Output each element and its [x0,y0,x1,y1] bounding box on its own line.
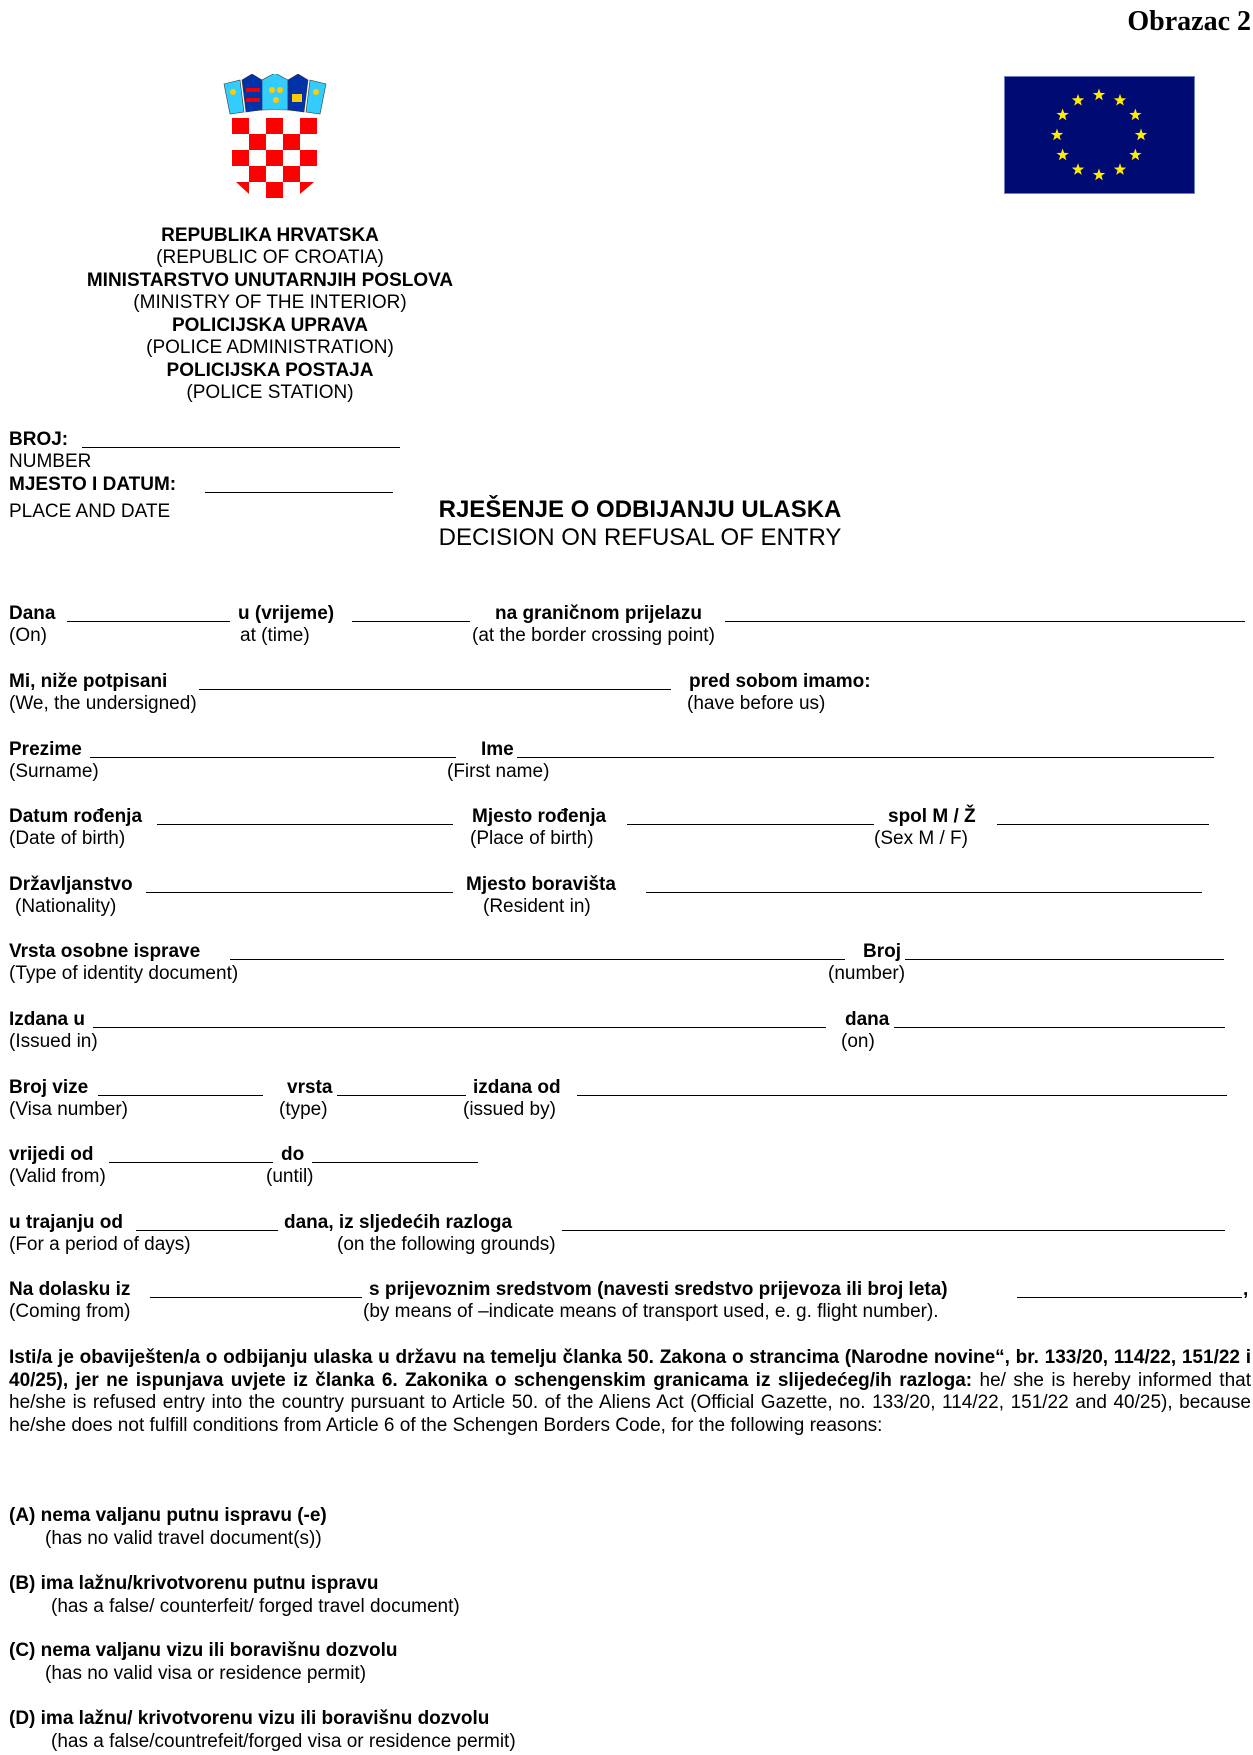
reason-c[interactable] [9,1640,398,1685]
field-label: Mi, niže potpisani [9,671,168,692]
reason-label: (A) nema valjanu putnu ispravu (-e) [9,1505,327,1526]
blank-field[interactable] [905,943,1224,960]
header-line: POLICIJSKA UPRAVA [171,315,368,336]
blank-field[interactable] [90,741,456,758]
field-label: s prijevoznim sredstvom (navesti sredstvo prijevoza ili broj leta) [369,1279,948,1300]
blank-field[interactable] [136,1214,278,1231]
blank-field[interactable] [98,1079,263,1096]
field-label: dana [845,1009,890,1030]
number-label-en: NUMBER [9,451,92,472]
header-line: (REPUBLIC OF CROATIA) [156,247,384,268]
field-label: u (vrijeme) [238,603,335,624]
header-line: (MINISTRY OF THE INTERIOR) [133,292,407,313]
reason-label: (D) ima lažnu/ krivotvorenu vizu ili boravišnu dozvolu [9,1708,490,1729]
blank-field[interactable] [627,808,874,825]
place-date-label: MJESTO I DATUM: [9,474,177,495]
field-label: vrsta [287,1077,333,1098]
number-field[interactable] [82,431,400,448]
field-label: Izdana u [9,1009,86,1030]
blank-field[interactable] [67,605,230,622]
blank-field[interactable] [230,943,845,960]
field-label-en: (number) [828,963,906,984]
field-label-en: (Place of birth) [470,828,594,849]
header-line: (POLICE STATION) [186,382,354,403]
place-date-field[interactable] [205,476,393,493]
field-label-en: (Type of identity document) [9,963,239,984]
field-label-en: (at the border crossing point) [472,625,715,646]
header-line: MINISTARSTVO UNUTARNJIH POSLOVA [86,270,454,291]
place-date-label-en: PLACE AND DATE [9,501,171,522]
field-label-en: (Coming from) [9,1301,131,1322]
blank-field[interactable] [157,808,453,825]
blank-field[interactable] [150,1281,362,1298]
field-label: Na dolasku iz [9,1279,131,1300]
title-en: DECISION ON REFUSAL OF ENTRY [438,524,842,551]
reason-label-en: (has no valid travel document(s)) [45,1527,322,1549]
blank-field[interactable] [517,741,1214,758]
blank-field[interactable] [146,876,453,893]
blank-field[interactable] [312,1146,478,1163]
field-label: Ime [481,739,514,760]
field-label-en: (Surname) [9,761,99,782]
field-label-en: (type) [279,1099,328,1120]
document-title [330,496,950,552]
reason-d[interactable] [9,1708,516,1753]
blank-field[interactable] [199,673,671,690]
field-label: na graničnom prijelazu [495,603,702,624]
field-label-en: (Issued in) [9,1031,98,1052]
number-label: BROJ: [9,429,69,450]
notice-paragraph [9,1347,1251,1437]
field-label: Vrsta osobne isprave [9,941,201,962]
blank-field[interactable] [562,1214,1225,1231]
field-label-en: (Date of birth) [9,828,126,849]
field-label: pred sobom imamo: [689,671,871,692]
reason-a[interactable] [9,1505,327,1550]
header-line: (POLICE ADMINISTRATION) [146,337,394,358]
field-label-en: (issued by) [463,1099,556,1120]
field-label-en: (until) [266,1166,314,1187]
form-number: Obrazac 2 [1127,6,1251,37]
field-label-en: (Nationality) [15,896,117,917]
blank-field[interactable] [646,876,1202,893]
field-label: u trajanju od [9,1212,123,1233]
eu-flag [1004,76,1195,194]
blank-field[interactable] [93,1011,826,1028]
field-label: Mjesto rođenja [472,806,607,827]
blank-field[interactable] [337,1079,466,1096]
blank-field[interactable] [997,808,1209,825]
title-hr: RJEŠENJE O ODBIJANJU ULASKA [438,496,842,523]
reason-label: (C) nema valjanu vizu ili boravišnu dozvolu [9,1640,398,1661]
field-label-en: (by means of –indicate means of transport used, e. g. flight number). [363,1301,939,1322]
field-label-en: (Resident in) [483,896,591,917]
croatian-coat-of-arms [222,74,328,198]
reason-label-en: (has no valid visa or residence permit) [45,1662,367,1684]
field-label: Prezime [9,739,82,760]
header-line: POLICIJSKA POSTAJA [166,360,374,381]
field-label: Državljanstvo [9,874,133,895]
field-label: do [281,1144,305,1165]
field-label: Dana [9,603,56,624]
field-label-en: (on) [841,1031,875,1052]
field-label: Broj [863,941,901,962]
field-label: Broj vize [9,1077,89,1098]
field-label: dana, iz sljedećih razloga [284,1212,513,1233]
field-label-en: (On) [9,625,47,646]
field-label-en: (For a period of days) [9,1234,191,1255]
reason-label-en: (has a false/ counterfeit/ forged travel document) [51,1595,460,1617]
field-label-en: at (time) [240,625,310,646]
header-line: REPUBLIKA HRVATSKA [161,225,379,246]
notice-hr: Isti/a je obaviješten/a o odbijanju ulaska u državu na temelju članka 50. Zakona o strancima (Narodne novine“, br. 133/20, 114/22, 151/22 i 40/25), jer ne ispunjava uvjete iz članka 6. Zakonika o schengenskim granicama iz slijedećeg/ih razloga: [9,1347,1251,1391]
field-comma: , [1243,1279,1249,1300]
field-label: Datum rođenja [9,806,143,827]
field-label: spol M / Ž [888,806,976,827]
reason-label-en: (has a false/countrefeit/forged visa or residence permit) [51,1730,516,1752]
field-label-en: (Visa number) [9,1099,128,1120]
field-label-en: (We, the undersigned) [9,693,197,714]
blank-field[interactable] [894,1011,1225,1028]
field-label-en: (Valid from) [9,1166,106,1187]
field-label-en: (Sex M / F) [874,828,968,849]
blank-field[interactable] [109,1146,273,1163]
blank-field[interactable] [352,605,470,622]
field-label-en: (on the following grounds) [337,1234,556,1255]
blank-field[interactable] [725,605,1245,622]
field-label-en: (First name) [447,761,550,782]
notice-en: he/ she is hereby informed that he/she is refused entry into the country pursuant to Article 50. of the Aliens Act (Official Gazette, no. 133/20, 114/22, 151/22 and 40/25), because he/she does not fulfill conditions from Article 6 of the Schengen Borders Code, for the following reasons: [9,1369,1252,1436]
field-label-en: (have before us) [687,693,826,714]
field-label: Mjesto boravišta [466,874,616,895]
reason-b[interactable] [9,1573,460,1618]
field-label: izdana od [473,1077,561,1098]
reason-label: (B) ima lažnu/krivotvorenu putnu ispravu [9,1573,379,1594]
field-label: vrijedi od [9,1144,94,1165]
blank-field[interactable] [1017,1281,1242,1298]
blank-field[interactable] [577,1079,1227,1096]
